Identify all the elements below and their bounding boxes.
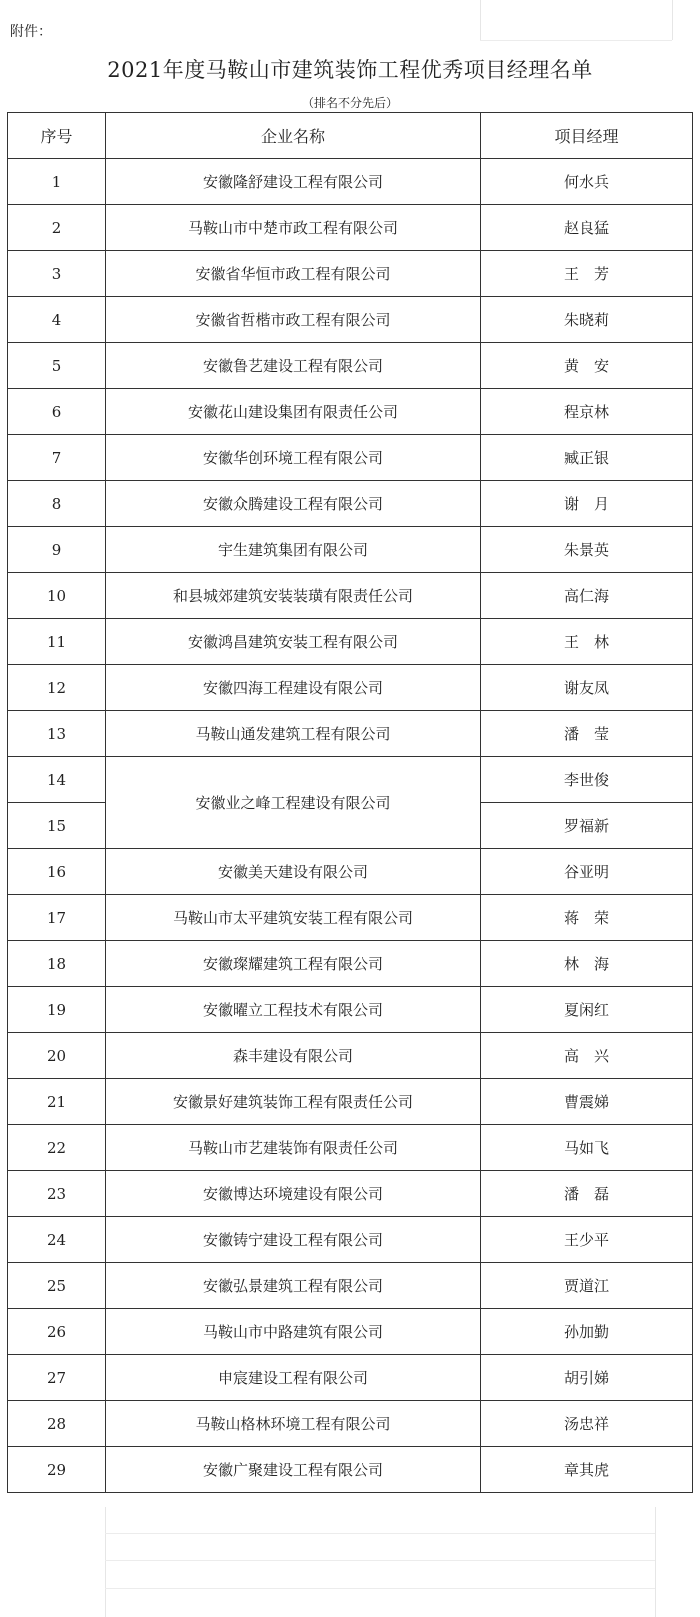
row-no: 26	[8, 1309, 106, 1355]
table-row	[8, 1033, 693, 1079]
row-no: 8	[8, 481, 106, 527]
row-no: 5	[8, 343, 106, 389]
row-no: 25	[8, 1263, 106, 1309]
row-no: 24	[8, 1217, 106, 1263]
table-row	[8, 573, 693, 619]
row-company: 安徽四海工程建设有限公司	[106, 665, 481, 711]
row-manager: 孙加勤	[481, 1309, 693, 1355]
row-company: 安徽璨耀建筑工程有限公司	[106, 941, 481, 987]
attachment-label: 附件：	[10, 24, 52, 40]
table-row	[8, 1171, 693, 1217]
row-manager: 朱景英	[481, 527, 693, 573]
row-company: 马鞍山市中楚市政工程有限公司	[106, 205, 481, 251]
row-no: 20	[8, 1033, 106, 1079]
row-manager: 高仁海	[481, 573, 693, 619]
row-no: 16	[8, 849, 106, 895]
table-row	[8, 665, 693, 711]
row-manager: 夏闲红	[481, 987, 693, 1033]
row-no: 28	[8, 1401, 106, 1447]
row-manager: 臧正银	[481, 435, 693, 481]
table-row	[8, 205, 693, 251]
row-manager: 黄 安	[481, 343, 693, 389]
table-row	[8, 1217, 693, 1263]
row-company: 申宸建设工程有限公司	[106, 1355, 481, 1401]
row-no: 17	[8, 895, 106, 941]
table-row	[8, 481, 693, 527]
row-company: 马鞍山市艺建装饰有限责任公司	[106, 1125, 481, 1171]
row-manager: 王 林	[481, 619, 693, 665]
row-company: 安徽博达环境建设有限公司	[106, 1171, 481, 1217]
row-manager: 章其虎	[481, 1447, 693, 1493]
row-manager: 胡引娣	[481, 1355, 693, 1401]
row-manager: 潘 莹	[481, 711, 693, 757]
row-no: 2	[8, 205, 106, 251]
row-company: 和县城郊建筑安装装璜有限责任公司	[106, 573, 481, 619]
table-row	[8, 389, 693, 435]
grid-line	[655, 1507, 656, 1617]
table-row	[8, 619, 693, 665]
row-no: 18	[8, 941, 106, 987]
row-company: 马鞍山格林环境工程有限公司	[106, 1401, 481, 1447]
page-subtitle: （排名不分先后）	[301, 96, 398, 110]
row-company: 安徽鸿昌建筑安装工程有限公司	[106, 619, 481, 665]
table-row	[8, 941, 693, 987]
table-row	[8, 435, 693, 481]
row-company: 安徽美天建设有限公司	[106, 849, 481, 895]
row-no: 10	[8, 573, 106, 619]
grid-line	[480, 40, 672, 41]
table-row	[8, 895, 693, 941]
row-company: 安徽广聚建设工程有限公司	[106, 1447, 481, 1493]
table-row	[8, 297, 693, 343]
row-no: 14	[8, 757, 106, 803]
table-row	[8, 987, 693, 1033]
row-no: 23	[8, 1171, 106, 1217]
row-no: 11	[8, 619, 106, 665]
table-row	[8, 1401, 693, 1447]
row-company: 安徽铸宁建设工程有限公司	[106, 1217, 481, 1263]
row-manager: 林 海	[481, 941, 693, 987]
row-company: 安徽曜立工程技术有限公司	[106, 987, 481, 1033]
row-manager: 何水兵	[481, 159, 693, 205]
table-row	[8, 757, 693, 803]
row-manager: 程京林	[481, 389, 693, 435]
row-no: 21	[8, 1079, 106, 1125]
row-company-merged: 安徽业之峰工程建设有限公司	[106, 757, 481, 849]
table-row	[8, 1125, 693, 1171]
table-row	[8, 1447, 693, 1493]
grid-line	[672, 0, 673, 40]
row-company: 宇生建筑集团有限公司	[106, 527, 481, 573]
row-no: 13	[8, 711, 106, 757]
row-company: 安徽省华恒市政工程有限公司	[106, 251, 481, 297]
row-company: 马鞍山市太平建筑安装工程有限公司	[106, 895, 481, 941]
table-row	[8, 849, 693, 895]
table-row	[8, 159, 693, 205]
page-title: 2021年度马鞍山市建筑装饰工程优秀项目经理名单	[107, 58, 593, 82]
table-row	[8, 343, 693, 389]
header-company: 企业名称	[106, 113, 481, 159]
row-no: 9	[8, 527, 106, 573]
grid-line	[105, 1507, 106, 1617]
row-manager: 曹震娣	[481, 1079, 693, 1125]
row-no: 1	[8, 159, 106, 205]
row-manager: 贾道江	[481, 1263, 693, 1309]
row-no: 6	[8, 389, 106, 435]
table-row	[8, 1079, 693, 1125]
row-no: 4	[8, 297, 106, 343]
row-manager: 赵良猛	[481, 205, 693, 251]
row-manager: 蒋 荣	[481, 895, 693, 941]
row-manager: 王 芳	[481, 251, 693, 297]
row-company: 安徽省哲楷市政工程有限公司	[106, 297, 481, 343]
table-row	[8, 251, 693, 297]
table-row	[8, 527, 693, 573]
row-manager: 谢 月	[481, 481, 693, 527]
grid-line	[105, 1588, 655, 1589]
grid-line	[105, 1560, 655, 1561]
row-manager: 谢友凤	[481, 665, 693, 711]
row-no: 19	[8, 987, 106, 1033]
header-manager: 项目经理	[481, 113, 693, 159]
row-no: 22	[8, 1125, 106, 1171]
row-company: 安徽华创环境工程有限公司	[106, 435, 481, 481]
row-company: 森丰建设有限公司	[106, 1033, 481, 1079]
row-company: 安徽弘景建筑工程有限公司	[106, 1263, 481, 1309]
table-header-row	[8, 113, 693, 159]
row-manager: 罗福新	[481, 803, 693, 849]
table-row	[8, 711, 693, 757]
row-company: 安徽鲁艺建设工程有限公司	[106, 343, 481, 389]
row-manager: 谷亚明	[481, 849, 693, 895]
row-company: 安徽众腾建设工程有限公司	[106, 481, 481, 527]
row-company: 安徽隆舒建设工程有限公司	[106, 159, 481, 205]
grid-line	[105, 1533, 655, 1534]
table-row	[8, 1263, 693, 1309]
row-company: 马鞍山通发建筑工程有限公司	[106, 711, 481, 757]
row-manager: 马如飞	[481, 1125, 693, 1171]
row-company: 安徽景好建筑装饰工程有限责任公司	[106, 1079, 481, 1125]
row-no: 29	[8, 1447, 106, 1493]
table-row	[8, 1309, 693, 1355]
row-manager: 潘 磊	[481, 1171, 693, 1217]
table-row	[8, 1355, 693, 1401]
grid-line	[480, 0, 481, 40]
row-no: 12	[8, 665, 106, 711]
row-manager: 李世俊	[481, 757, 693, 803]
row-no: 7	[8, 435, 106, 481]
header-no: 序号	[8, 113, 106, 159]
row-no: 15	[8, 803, 106, 849]
row-manager: 朱晓莉	[481, 297, 693, 343]
manager-table	[7, 112, 693, 1493]
row-no: 27	[8, 1355, 106, 1401]
row-no: 3	[8, 251, 106, 297]
row-manager: 王少平	[481, 1217, 693, 1263]
row-manager: 汤忠祥	[481, 1401, 693, 1447]
row-company: 安徽花山建设集团有限责任公司	[106, 389, 481, 435]
row-company: 马鞍山市中路建筑有限公司	[106, 1309, 481, 1355]
row-manager: 高 兴	[481, 1033, 693, 1079]
